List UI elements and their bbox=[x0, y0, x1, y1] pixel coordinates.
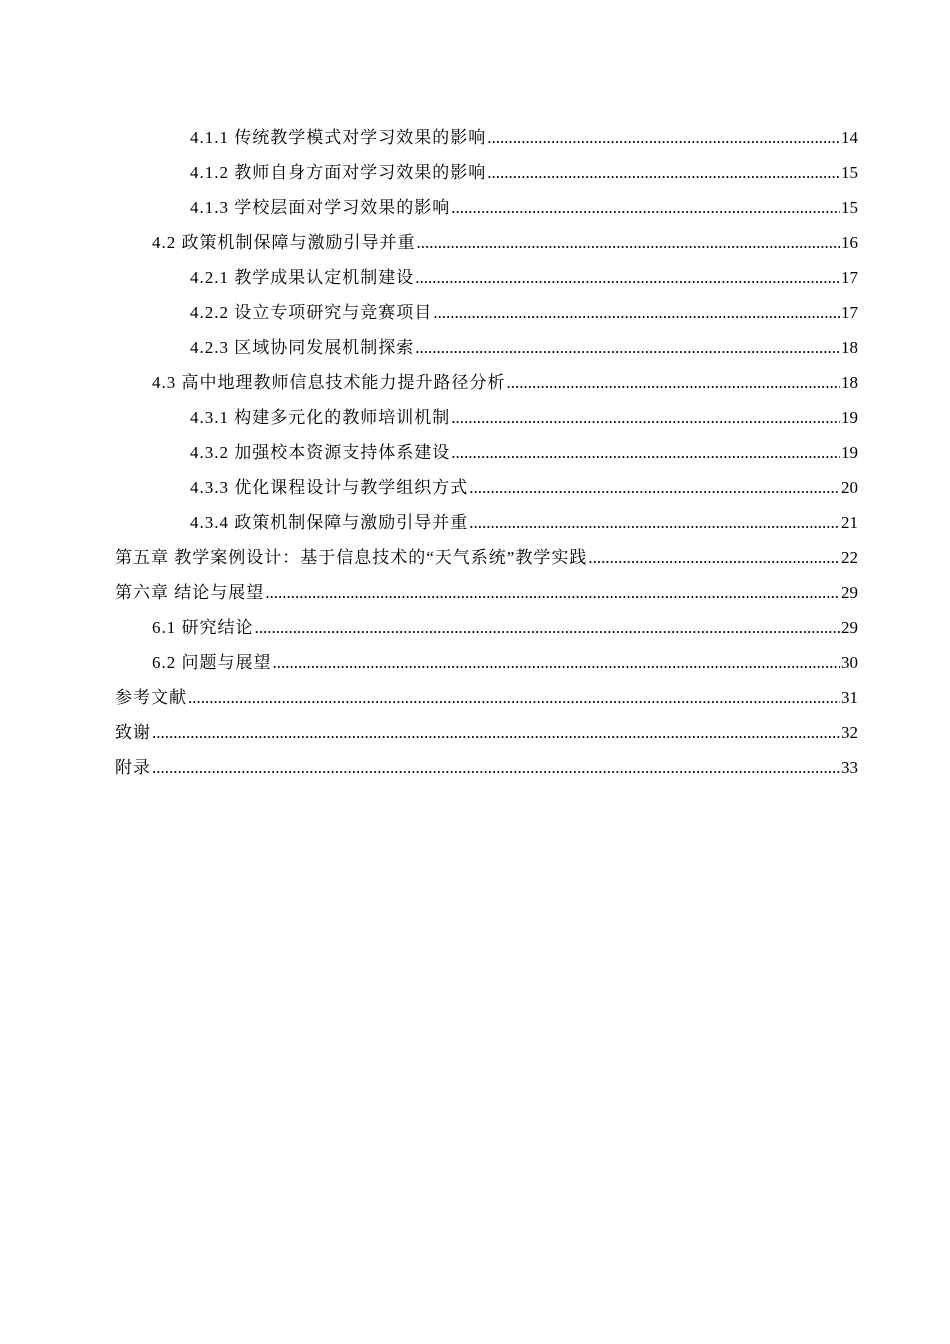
toc-page-number: 33 bbox=[841, 758, 858, 777]
toc-entry-title: 4.2.1 教学成果认定机制建设 bbox=[190, 268, 415, 287]
toc-entry-4-3[interactable] bbox=[0, 365, 950, 400]
toc-entry-4-1-2[interactable] bbox=[0, 155, 950, 190]
toc-entry-title: 参考文献 bbox=[115, 688, 187, 707]
toc-entry-title: 附录 bbox=[115, 758, 151, 777]
toc-dot-leader bbox=[417, 225, 841, 260]
toc-page-number: 15 bbox=[841, 163, 858, 182]
toc-entry-acknowledgements[interactable] bbox=[0, 715, 950, 750]
toc-entry-4-3-3[interactable] bbox=[0, 470, 950, 505]
toc-entry-4-2[interactable] bbox=[0, 225, 950, 260]
toc-dot-leader bbox=[469, 505, 840, 540]
toc-entry-title: 第五章 教学案例设计：基于信息技术的“天气系统”教学实践 bbox=[115, 548, 588, 567]
toc-entry-6-2[interactable] bbox=[0, 645, 950, 680]
toc-entry-4-3-2[interactable] bbox=[0, 435, 950, 470]
toc-dot-leader bbox=[152, 750, 840, 785]
toc-page-number: 17 bbox=[841, 268, 858, 287]
toc-entry-4-3-4[interactable] bbox=[0, 505, 950, 540]
toc-entry-title: 第六章 结论与展望 bbox=[115, 583, 265, 602]
toc-entry-title: 4.1.2 教师自身方面对学习效果的影响 bbox=[190, 163, 487, 182]
toc-entry-4-1-1[interactable] bbox=[0, 120, 950, 155]
toc-entry-title: 4.2 政策机制保障与激励引导并重 bbox=[152, 233, 416, 252]
toc-page-number: 15 bbox=[841, 198, 858, 217]
toc-entry-4-1-3[interactable] bbox=[0, 190, 950, 225]
toc-dot-leader bbox=[433, 295, 840, 330]
toc-entry-4-2-2[interactable] bbox=[0, 295, 950, 330]
toc-dot-leader bbox=[255, 610, 841, 645]
toc-entry-title: 4.2.3 区域协同发展机制探索 bbox=[190, 338, 415, 357]
toc-entry-chapter-6[interactable] bbox=[0, 575, 950, 610]
toc-dot-leader bbox=[273, 645, 841, 680]
toc-entry-title: 6.2 问题与展望 bbox=[152, 653, 272, 672]
toc-dot-leader bbox=[451, 435, 840, 470]
toc-entry-title: 4.3.1 构建多元化的教师培训机制 bbox=[190, 408, 451, 427]
toc-entry-chapter-5[interactable] bbox=[0, 540, 950, 575]
toc-dot-leader bbox=[487, 120, 840, 155]
toc-entry-title: 4.1.3 学校层面对学习效果的影响 bbox=[190, 198, 451, 217]
toc-dot-leader bbox=[469, 470, 840, 505]
toc-entry-4-2-1[interactable] bbox=[0, 260, 950, 295]
toc-entry-title: 4.2.2 设立专项研究与竞赛项目 bbox=[190, 303, 433, 322]
toc-entry-4-3-1[interactable] bbox=[0, 400, 950, 435]
toc-page-number: 19 bbox=[841, 408, 858, 427]
toc-entry-title: 4.3.3 优化课程设计与教学组织方式 bbox=[190, 478, 469, 497]
toc-page-number: 17 bbox=[841, 303, 858, 322]
toc-entry-6-1[interactable] bbox=[0, 610, 950, 645]
toc-page-number: 32 bbox=[841, 723, 858, 742]
toc-page-number: 14 bbox=[841, 128, 858, 147]
toc-dot-leader bbox=[415, 260, 840, 295]
toc-page-number: 21 bbox=[841, 513, 858, 532]
toc-page-number: 18 bbox=[841, 373, 858, 392]
toc-entry-title: 4.1.1 传统教学模式对学习效果的影响 bbox=[190, 128, 487, 147]
toc-entry-title: 4.3.2 加强校本资源支持体系建设 bbox=[190, 443, 451, 462]
toc-page-number: 22 bbox=[841, 548, 858, 567]
toc-dot-leader bbox=[451, 400, 840, 435]
toc-entry-appendix[interactable] bbox=[0, 750, 950, 785]
toc-page-number: 16 bbox=[841, 233, 858, 252]
toc-page-number: 29 bbox=[841, 618, 858, 637]
toc-dot-leader bbox=[265, 575, 840, 610]
toc-dot-leader bbox=[152, 715, 840, 750]
toc-page-number: 18 bbox=[841, 338, 858, 357]
toc-dot-leader bbox=[188, 680, 840, 715]
toc-entry-title: 6.1 研究结论 bbox=[152, 618, 254, 637]
toc-dot-leader bbox=[451, 190, 840, 225]
toc-entry-references[interactable] bbox=[0, 680, 950, 715]
toc-dot-leader bbox=[588, 540, 840, 575]
toc-page-number: 19 bbox=[841, 443, 858, 462]
toc-page-number: 20 bbox=[841, 478, 858, 497]
toc-page-number: 30 bbox=[841, 653, 858, 672]
toc-page-number: 31 bbox=[841, 688, 858, 707]
toc-page-number: 29 bbox=[841, 583, 858, 602]
toc-entry-title: 4.3 高中地理教师信息技术能力提升路径分析 bbox=[152, 373, 506, 392]
toc-dot-leader bbox=[487, 155, 840, 190]
toc-dot-leader bbox=[507, 365, 841, 400]
toc-entry-4-2-3[interactable] bbox=[0, 330, 950, 365]
toc-entry-title: 4.3.4 政策机制保障与激励引导并重 bbox=[190, 513, 469, 532]
toc-dot-leader bbox=[415, 330, 840, 365]
table-of-contents bbox=[0, 120, 950, 785]
toc-entry-title: 致谢 bbox=[115, 723, 151, 742]
